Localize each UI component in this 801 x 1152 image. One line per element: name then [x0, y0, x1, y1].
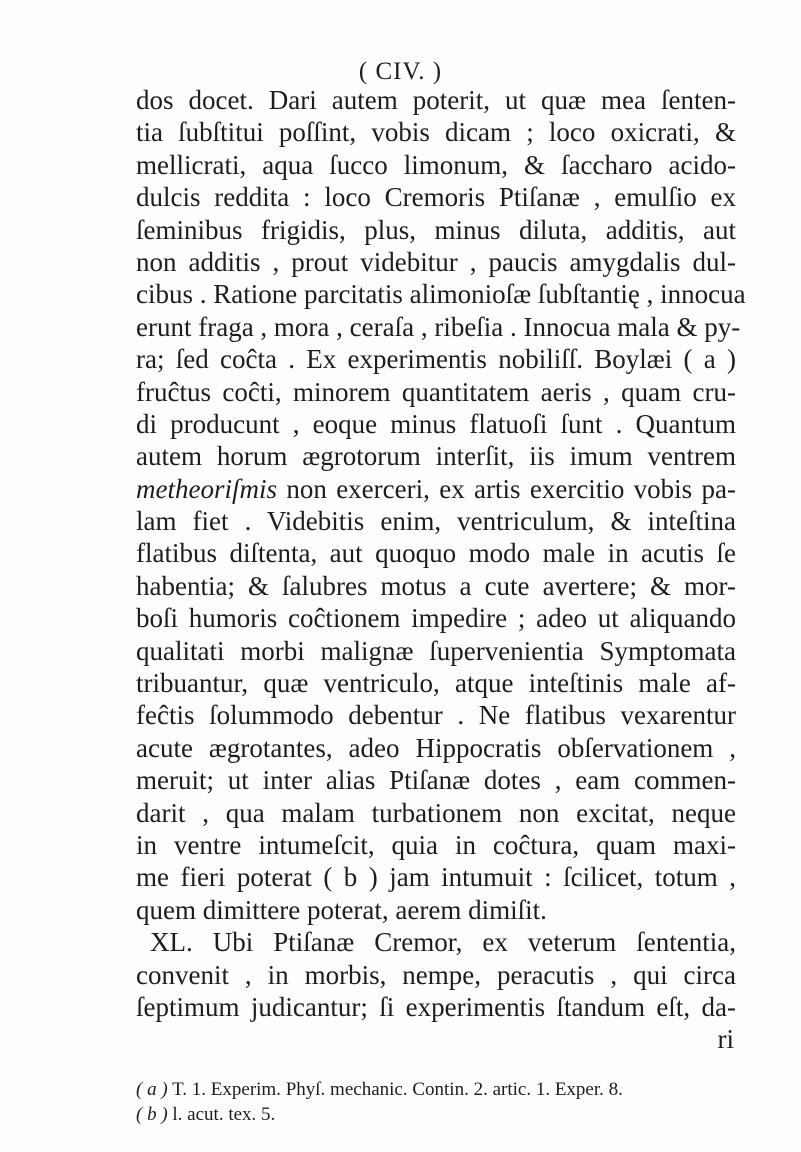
text-line: dulcis reddita : loco Cremoris Ptiſanæ , emulſio ex	[136, 182, 736, 213]
text-line: non additis , prout videbitur , paucis amygdalis dul-	[136, 246, 736, 277]
text-line: lam fiet . Videbitis enim, ventriculum, & inteſtina	[136, 506, 736, 537]
text-line: cibus . Ratione parcitatis alimonioſæ ſubſtantię , innocua	[136, 279, 746, 310]
text-line: ſeptimum judicantur; ſi experimentis ſtandum eſt, da-	[136, 991, 736, 1022]
text-line: boſi humoris coĉtionem impedire ; adeo ut aliquando	[136, 603, 736, 634]
catchword: ri	[717, 1024, 734, 1055]
body-text	[136, 84, 746, 1056]
section-heading-line: XL. Ubi Ptiſanæ Cremor, ex veterum ſententia,	[150, 927, 736, 958]
text-line: tia ſubſtitui poſſint, vobis dicam ; loco oxicrati, &	[136, 117, 736, 148]
text-line: quem dimittere poterat, aerem dimiſit.	[136, 894, 547, 925]
footnote-a	[136, 1077, 736, 1102]
text-line: metheoriſmis non exerceri, ex artis exercitio vobis pa-	[136, 473, 736, 504]
text-line: autem horum ægrotorum interſit, iis imum ventrem	[136, 441, 736, 472]
footnote-mark: ( a )	[136, 1079, 168, 1100]
footnote-text: T. 1. Experim. Phyſ. mechanic. Contin. 2. artic. 1. Exper. 8.	[172, 1079, 623, 1100]
text-line: erunt fraga , mora , ceraſa , ribeſia . Innocua mala & py-	[136, 311, 741, 342]
text-line: convenit , in morbis, nempe, peracutis , qui circa	[136, 959, 736, 990]
text-line: darit , qua malam turbationem non excitat, neque	[136, 797, 736, 828]
text-line: in ventre intumeſcit, quia in coĉtura, quam maxi-	[136, 829, 736, 860]
text-line: flatibus diſtenta, aut quoquo modo male in acutis ſe	[136, 538, 736, 569]
italic-term: metheoriſmis	[136, 473, 277, 504]
footnote-text: l. acut. tex. 5.	[172, 1104, 276, 1125]
text-line: feĉtis ſolummodo debentur . Ne flatibus vexarentur	[136, 700, 736, 731]
page-number-header: ( CIV. )	[358, 58, 443, 85]
text-line: acute ægrotantes, adeo Hippocratis obſervationem ,	[136, 732, 736, 763]
text-line: meruit; ut inter alias Ptiſanæ dotes , eam commen-	[136, 765, 736, 796]
text-line: ſeminibus frigidis, plus, minus diluta, additis, aut	[136, 214, 736, 245]
text-line: fruĉtus coĉti, minorem quantitatem aeris , quam cru-	[136, 376, 736, 407]
text-line: habentia; & ſalubres motus a cute avertere; & mor-	[136, 570, 736, 601]
text-line: di producunt , eoque minus flatuoſi ſunt . Quantum	[136, 408, 736, 439]
text-line: me fieri poterat ( b ) jam intumuit : ſcilicet, totum ,	[136, 862, 736, 893]
text-line: tribuantur, quæ ventriculo, atque inteſtinis male af-	[136, 668, 736, 699]
footnotes	[136, 1077, 736, 1127]
footnote-mark: ( b )	[136, 1104, 168, 1125]
footnote-b	[136, 1102, 736, 1127]
text-line: ra; ſed coĉta . Ex experimentis nobiliſſ. Boylæi ( a )	[136, 344, 736, 375]
text-line: mellicrati, aqua ſucco limonum, & ſaccharo acido-	[136, 149, 736, 180]
text-line: dos docet. Dari autem poterit, ut quæ mea ſenten-	[136, 85, 736, 115]
text-line: qualitati morbi malignæ ſupervenientia Symptomata	[136, 635, 736, 666]
